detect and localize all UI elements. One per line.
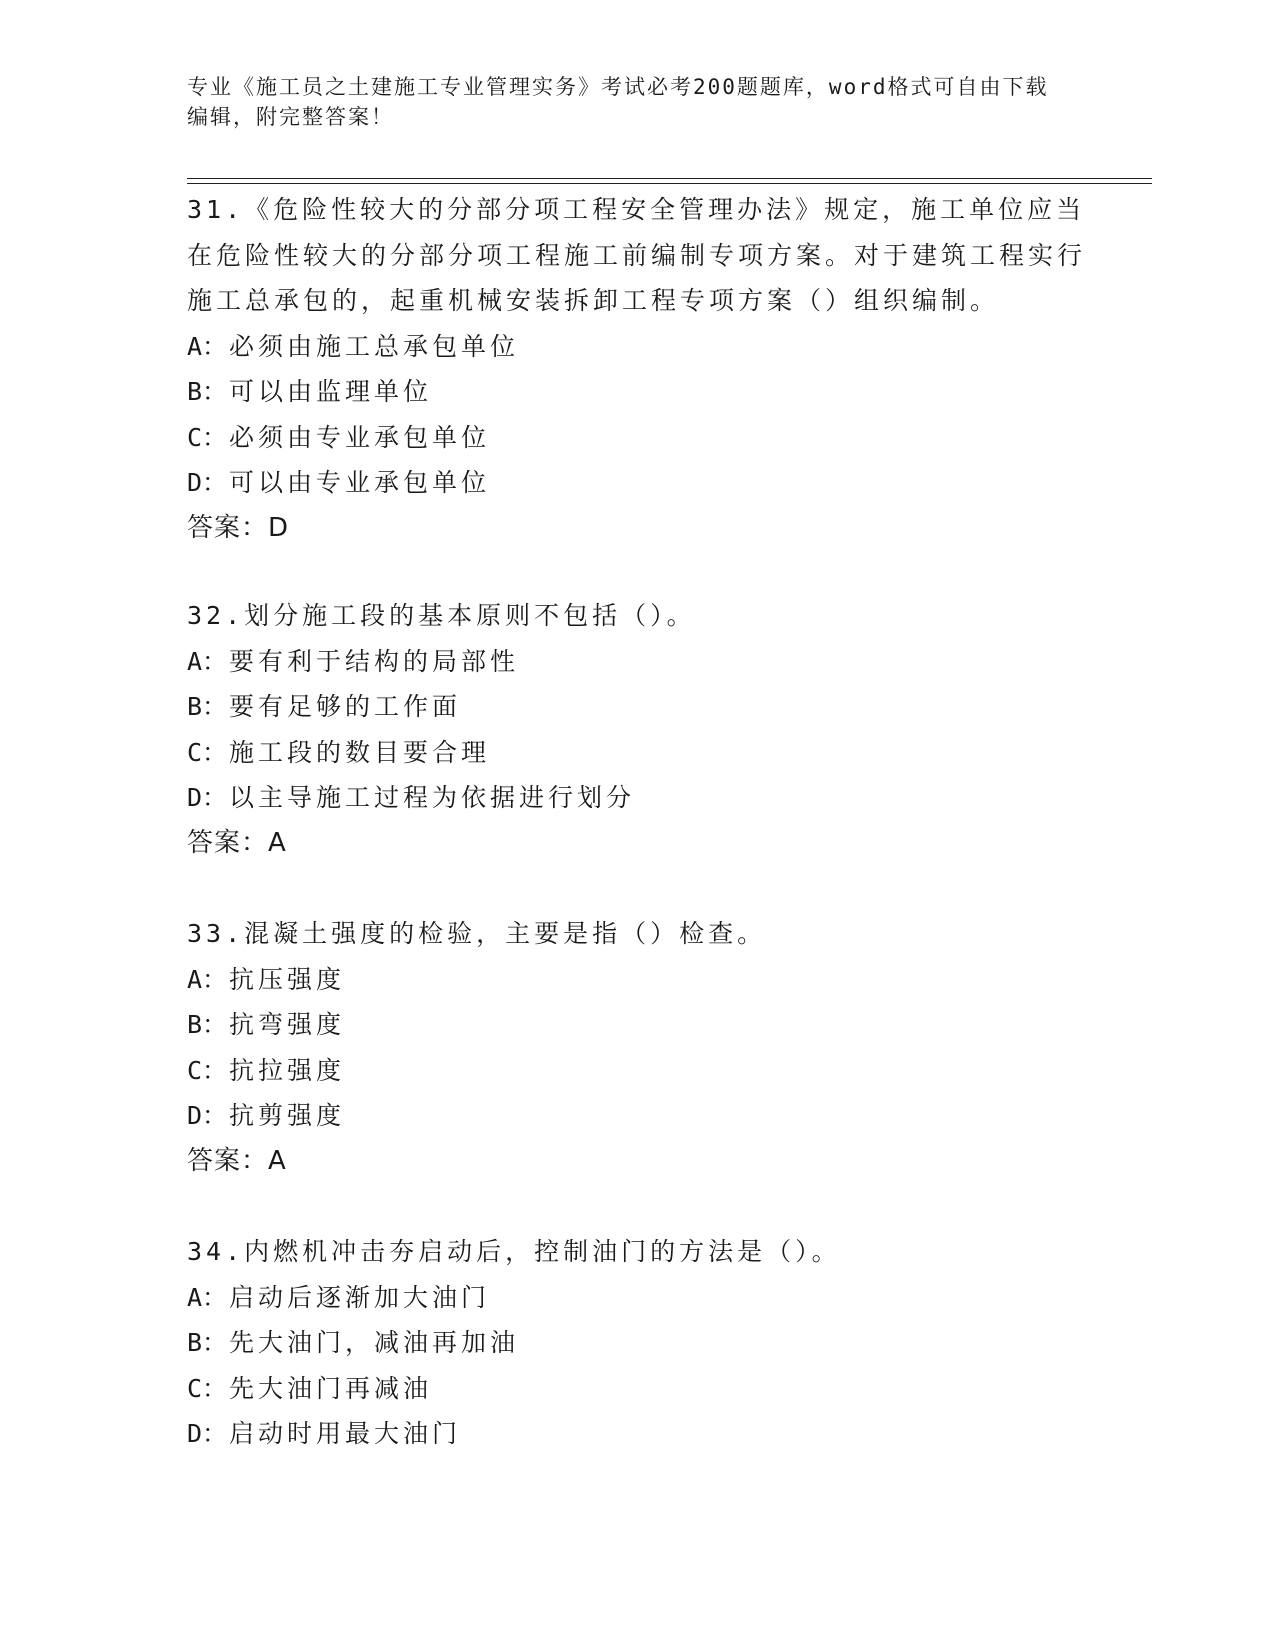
question-stem: 32.划分施工段的基本原则不包括（）。 xyxy=(187,601,696,630)
option-text: 启动时用最大油门 xyxy=(229,1419,462,1448)
option-key: C： xyxy=(187,422,228,452)
option-d xyxy=(187,1411,1087,1457)
option-text: 抗剪强度 xyxy=(229,1101,346,1130)
option-c xyxy=(187,415,1087,461)
option-text: 必须由施工总承包单位 xyxy=(229,331,520,361)
option-text: 以主导施工过程为依据进行划分 xyxy=(229,783,636,812)
option-text: 必须由专业承包单位 xyxy=(229,422,491,452)
option-b xyxy=(187,684,1087,730)
header-divider-top xyxy=(187,178,1152,179)
option-b xyxy=(187,1002,1087,1048)
option-text: 要有足够的工作面 xyxy=(229,692,462,721)
option-key: A： xyxy=(187,331,228,361)
option-text: 要有利于结构的局部性 xyxy=(229,646,520,676)
option-a xyxy=(187,957,1087,1003)
document-header: 专业《施工员之土建施工专业管理实务》考试必考200题题库，word格式可自由下载编辑，附完整答案！ xyxy=(187,75,1049,129)
option-c xyxy=(187,1048,1087,1094)
option-text: 抗弯强度 xyxy=(229,1010,346,1039)
question-32 xyxy=(187,593,1087,866)
header-divider-bottom xyxy=(187,183,1152,184)
option-text: 先大油门，减油再加油 xyxy=(229,1328,520,1357)
option-key: C： xyxy=(187,1373,228,1403)
option-key: B： xyxy=(187,377,228,406)
option-text: 先大油门再减油 xyxy=(229,1373,433,1403)
answer: 答案：A xyxy=(187,1145,287,1176)
option-key: D： xyxy=(187,783,228,812)
option-b xyxy=(187,369,1087,415)
option-key: D： xyxy=(187,1419,228,1448)
option-key: D： xyxy=(187,1101,228,1130)
question-stem: 34.内燃机冲击夯启动后，控制油门的方法是（）。 xyxy=(187,1237,841,1266)
option-b xyxy=(187,1320,1087,1366)
option-key: C： xyxy=(187,737,228,767)
option-key: A： xyxy=(187,964,228,994)
option-d xyxy=(187,460,1087,506)
option-c xyxy=(187,730,1087,776)
option-text: 施工段的数目要合理 xyxy=(229,737,491,767)
question-33 xyxy=(187,911,1087,1184)
option-key: A： xyxy=(187,646,228,676)
answer: 答案：A xyxy=(187,827,287,858)
option-key: C： xyxy=(187,1055,228,1085)
option-text: 抗拉强度 xyxy=(229,1055,346,1085)
answer: 答案：D xyxy=(187,512,290,543)
option-text: 抗压强度 xyxy=(229,964,346,994)
option-a xyxy=(187,1275,1087,1321)
option-a xyxy=(187,324,1087,370)
option-d xyxy=(187,775,1087,821)
option-d xyxy=(187,1093,1087,1139)
option-key: A： xyxy=(187,1282,228,1312)
option-key: B： xyxy=(187,692,228,721)
option-key: B： xyxy=(187,1328,228,1357)
option-key: B： xyxy=(187,1010,228,1039)
question-stem: 33.混凝土强度的检验，主要是指（）检查。 xyxy=(187,919,767,948)
option-a xyxy=(187,639,1087,685)
option-text: 启动后逐渐加大油门 xyxy=(229,1282,491,1312)
question-34 xyxy=(187,1229,1087,1457)
question-stem: 31.《危险性较大的分部分项工程安全管理办法》规定，施工单位应当在危险性较大的分部分项工程施工前编制专项方案。对于建筑工程实行施工总承包的，起重机械安装拆卸工程专项方案（）组织编制。 xyxy=(187,195,1087,315)
option-text: 可以由监理单位 xyxy=(229,377,433,406)
option-c xyxy=(187,1366,1087,1412)
option-key: D： xyxy=(187,468,228,497)
option-text: 可以由专业承包单位 xyxy=(229,468,491,497)
question-31 xyxy=(187,187,1087,551)
